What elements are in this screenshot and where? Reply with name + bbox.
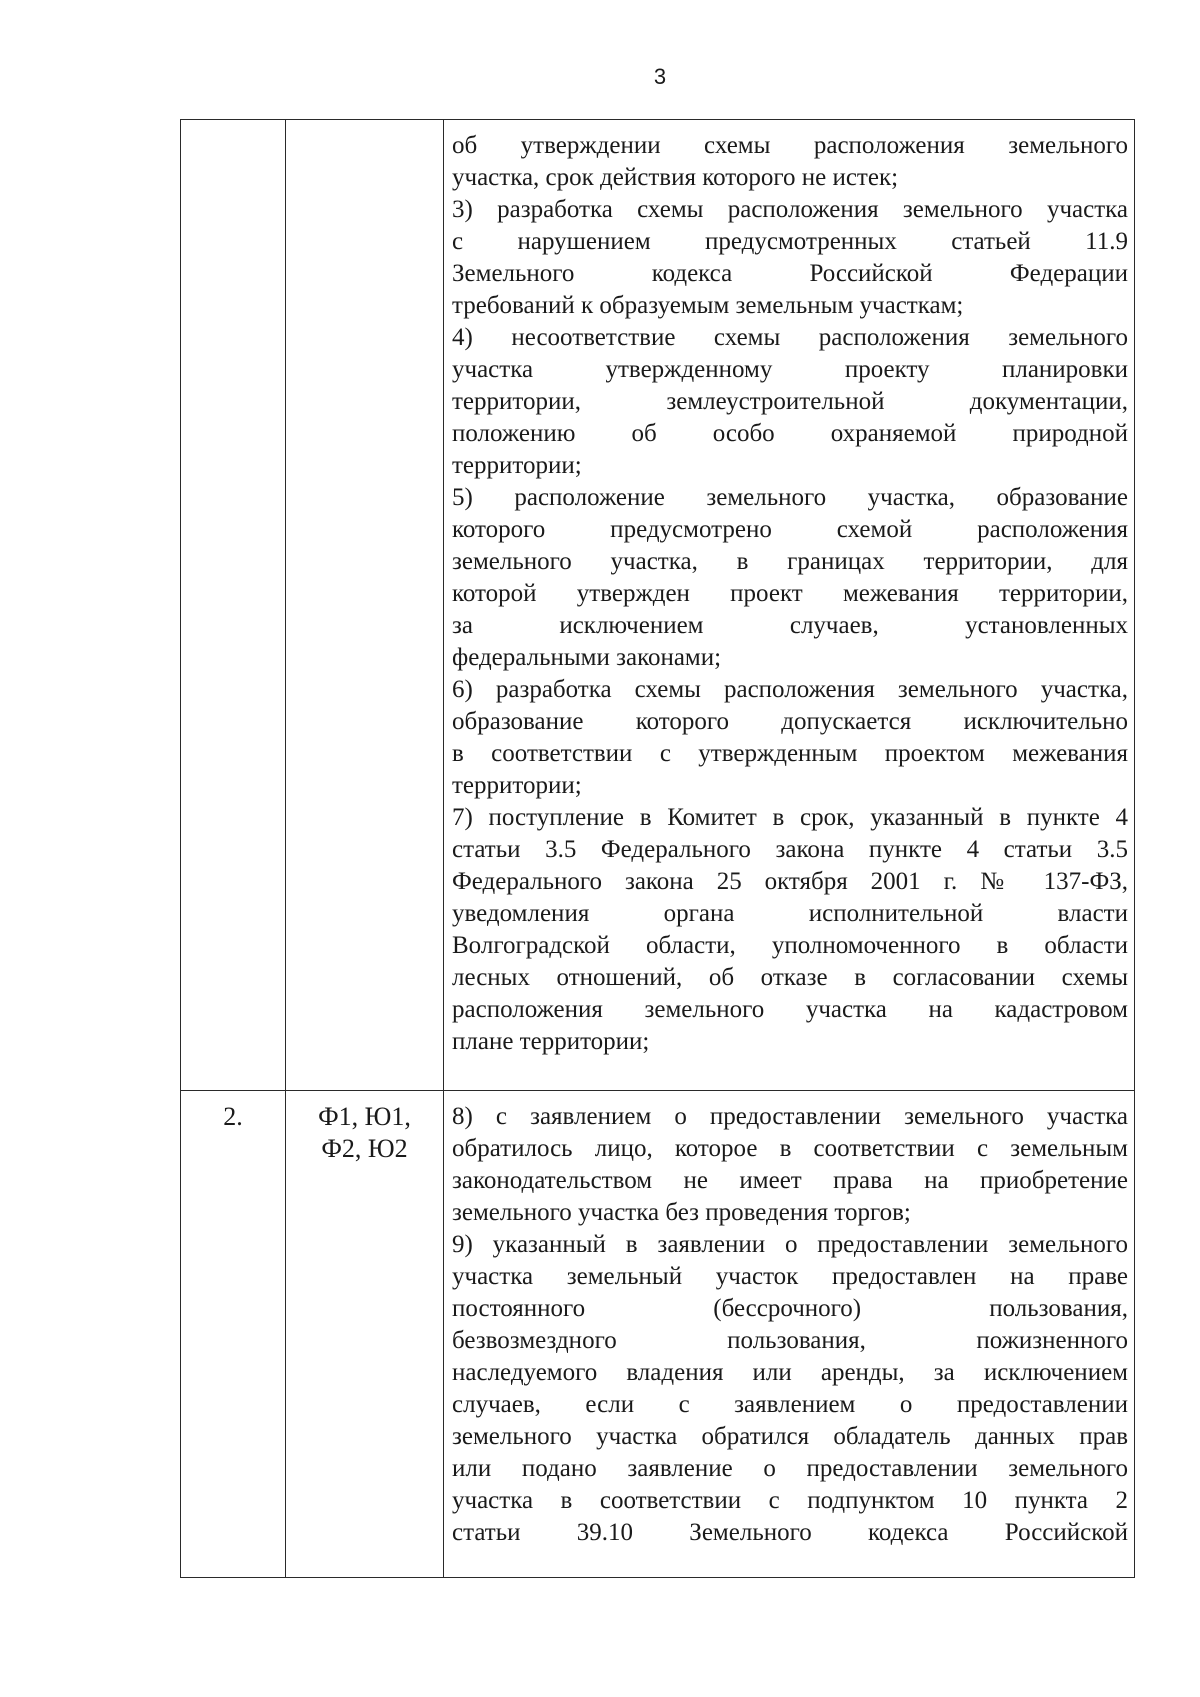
text-line: участка, срок действия которого не истек; (452, 164, 899, 191)
text-line: статьи 39.10 Земельного кодекса Российской (452, 1519, 1128, 1546)
text-line: лесных отношений, об отказе в согласовании схемы (452, 964, 1128, 991)
text-line: федеральными законами; (452, 644, 722, 671)
text-line: об утверждении схемы расположения земельного (452, 132, 1128, 159)
text-line: с нарушением предусмотренных статьей 11.9 (452, 228, 1128, 255)
applicant-codes-cell (286, 120, 444, 1091)
text-line: участка утвержденному проекту планировки (452, 356, 1128, 383)
text-line: 8) с заявлением о предоставлении земельного участка (452, 1103, 1128, 1130)
refusal-grounds-cell (444, 1091, 1135, 1578)
text-line: 5) расположение земельного участка, образование (452, 484, 1128, 511)
text-line: постоянного (бессрочного) пользования, (452, 1295, 1128, 1322)
text-line: образование которого допускается исключительно (452, 708, 1128, 735)
text-line: или подано заявление о предоставлении земельного (452, 1455, 1128, 1482)
text-line: 7) поступление в Комитет в срок, указанный в пункте 4 (452, 804, 1128, 831)
page-number: 3 (653, 64, 667, 89)
text-line: 9) указанный в заявлении о предоставлении земельного (452, 1231, 1128, 1258)
row-number-cell: 2. (181, 1091, 286, 1578)
text-line: плане территории; (452, 1028, 650, 1055)
text-line: 3) разработка схемы расположения земельного участка (452, 196, 1128, 223)
text-line: которой утвержден проект межевания территории, (452, 580, 1128, 607)
text-line: в соответствии с утвержденным проектом межевания (452, 740, 1128, 767)
text-line: законодательством не имеет права на приобретение (452, 1167, 1128, 1194)
table-row (181, 120, 1135, 1091)
applicant-codes-cell (286, 1091, 444, 1578)
text-line: за исключением случаев, установленных (452, 612, 1128, 639)
table-row (181, 1091, 1135, 1578)
text-line: территории, землеустроительной документации, (452, 388, 1128, 415)
refusal-grounds-cell (444, 120, 1135, 1091)
text-line: территории; (452, 452, 582, 479)
text-line: Земельного кодекса Российской Федерации (452, 260, 1128, 287)
text-line: статьи 3.5 Федерального закона пункте 4 статьи 3.5 (452, 836, 1128, 863)
row-number-cell (181, 120, 286, 1091)
text-line: участка в соответствии с подпунктом 10 пункта 2 (452, 1487, 1128, 1514)
text-line: безвозмездного пользования, пожизненного (452, 1327, 1128, 1354)
text-line: Федерального закона 25 октября 2001 г. № 137-ФЗ, (452, 868, 1128, 895)
text-line: 6) разработка схемы расположения земельного участка, (452, 676, 1128, 703)
text-line: уведомления органа исполнительной власти (452, 900, 1128, 927)
text-line: наследуемого владения или аренды, за исключением (452, 1359, 1128, 1386)
text-line: Волгоградской области, уполномоченного в области (452, 932, 1128, 959)
text-line: положению об особо охраняемой природной (452, 420, 1128, 447)
text-line: которого предусмотрено схемой расположения (452, 516, 1128, 543)
text-line: 4) несоответствие схемы расположения земельного (452, 324, 1128, 351)
text-line: территории; (452, 772, 582, 799)
text-line: требований к образуемым земельным участкам; (452, 292, 964, 319)
text-line: земельного участка, в границах территории, для (452, 548, 1128, 575)
applicant-code-line: Ф2, Ю2 (321, 1134, 408, 1163)
text-line: случаев, если с заявлением о предоставлении (452, 1391, 1128, 1418)
text-line: земельного участка обратился обладатель данных прав (452, 1423, 1128, 1450)
text-line: земельного участка без проведения торгов; (452, 1199, 911, 1226)
document-table (180, 119, 1135, 1578)
text-line: участка земельный участок предоставлен на праве (452, 1263, 1128, 1290)
applicant-code-line: Ф1, Ю1, (318, 1102, 411, 1131)
text-line: обратилось лицо, которое в соответствии с земельным (452, 1135, 1128, 1162)
text-line: расположения земельного участка на кадастровом (452, 996, 1128, 1023)
